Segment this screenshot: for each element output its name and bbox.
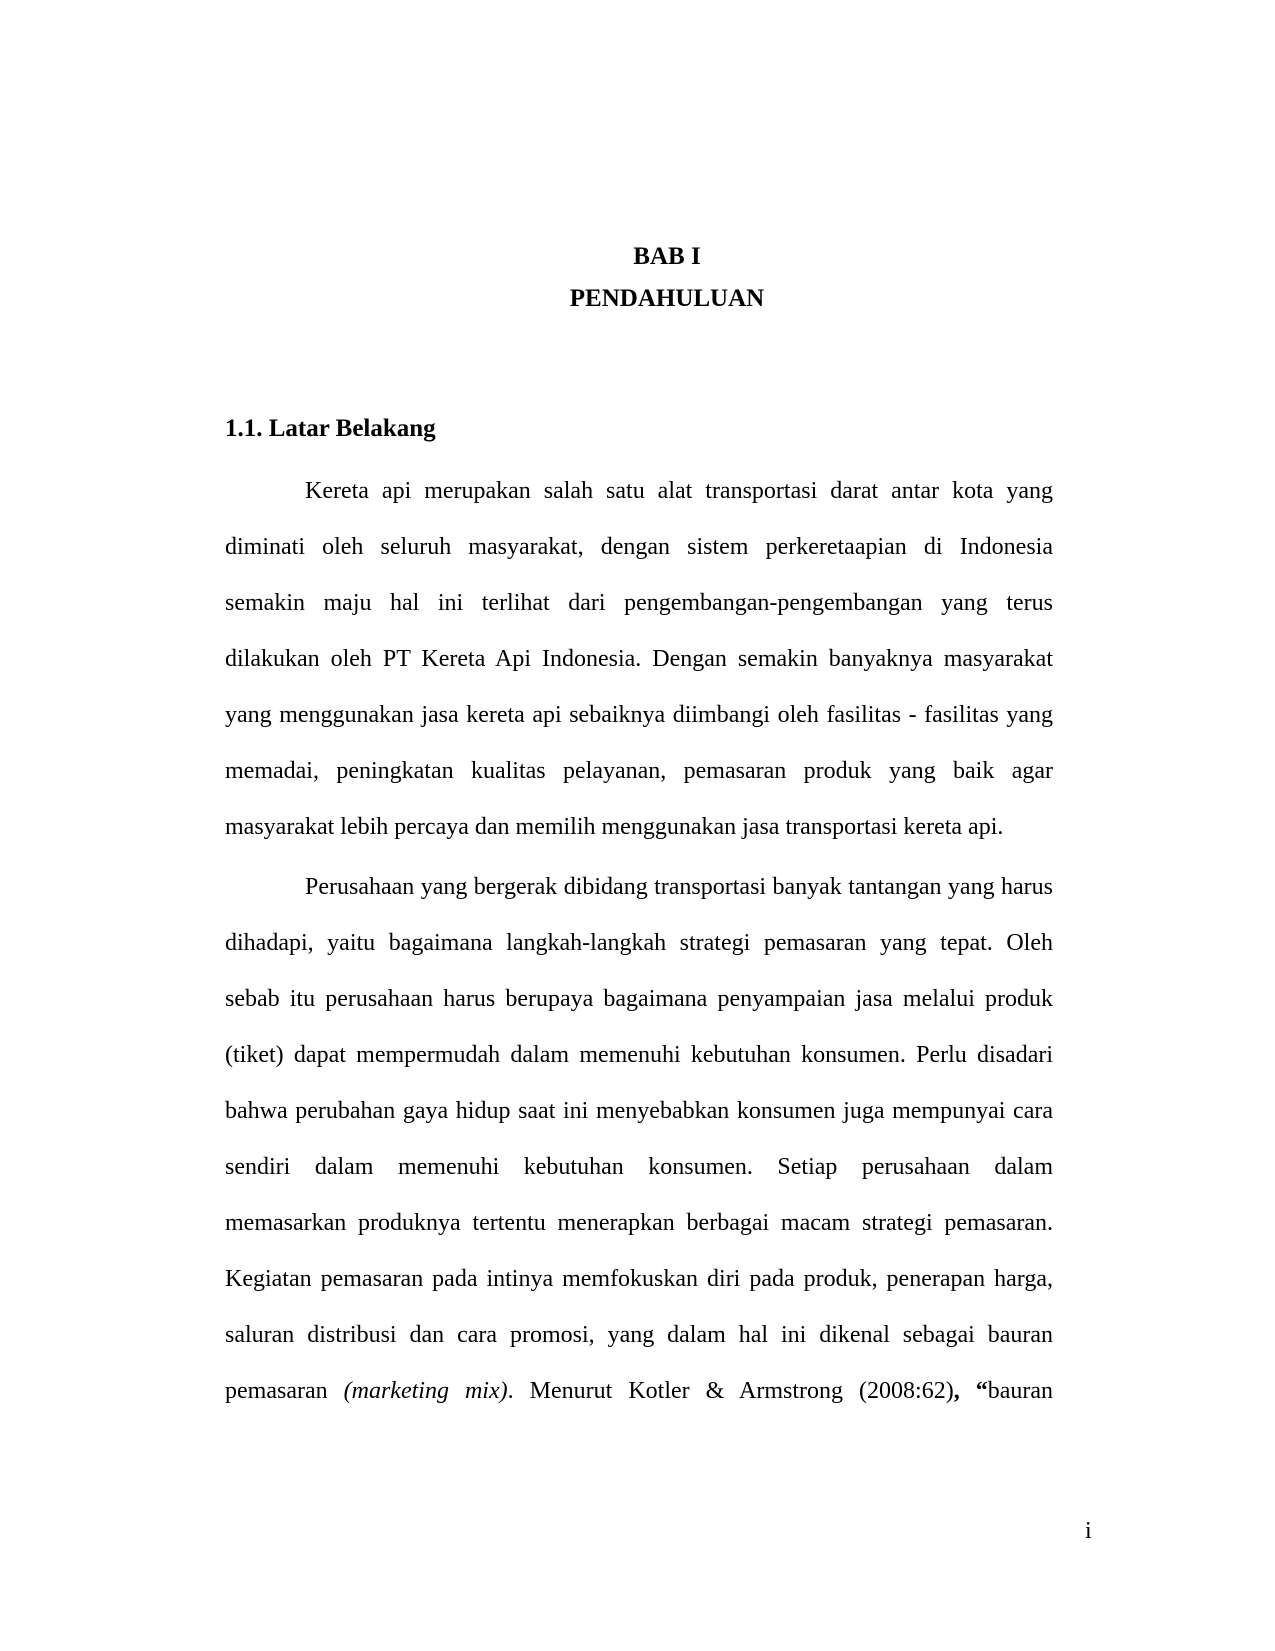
text-segment: Kegiatan pemasaran pada intinya memfokuskan diri pada produk, penerapan harga,	[225, 1266, 1053, 1292]
text-line	[225, 915, 1053, 971]
chapter-title-block	[253, 236, 1081, 320]
text-line	[225, 519, 1053, 575]
text-segment: sendiri dalam memenuhi kebutuhan konsumen. Setiap perusahaan dalam	[225, 1154, 1053, 1180]
text-line	[225, 859, 1053, 915]
text-line	[225, 971, 1053, 1027]
text-line	[225, 1027, 1053, 1083]
page-number: i	[1085, 1518, 1092, 1544]
text-line	[225, 463, 1053, 519]
text-segment: bauran	[987, 1378, 1054, 1404]
paragraph	[225, 463, 1053, 855]
chapter-label: BAB I	[633, 243, 701, 270]
text-segment: memadai, peningkatan kualitas pelayanan, pemasaran produk yang baik agar	[225, 758, 1053, 784]
italic-text-segment: (marketing mix)	[343, 1378, 508, 1404]
text-segment: dihadapi, yaitu bagaimana langkah-langkah strategi pemasaran yang tepat. Oleh	[225, 930, 1053, 956]
text-segment: bahwa perubahan gaya hidup saat ini menyebabkan konsumen juga mempunyai cara	[225, 1098, 1053, 1124]
text-segment: yang menggunakan jasa kereta api sebaiknya diimbangi oleh fasilitas - fasilitas yang	[225, 702, 1053, 728]
text-segment: semakin maju hal ini terlihat dari pengembangan-pengembangan yang terus	[225, 590, 1053, 616]
text-segment: Kereta api merupakan salah satu alat transportasi darat antar kota yang	[305, 478, 1053, 504]
text-line	[225, 575, 1053, 631]
text-segment: pemasaran	[225, 1378, 344, 1404]
text-line	[225, 687, 1053, 743]
text-segment: diminati oleh seluruh masyarakat, dengan sistem perkeretaapian di Indonesia	[225, 534, 1053, 560]
text-line	[225, 1307, 1053, 1363]
body-text	[225, 463, 1053, 1419]
text-segment: sebab itu perusahaan harus berupaya bagaimana penyampaian jasa melalui produk	[225, 986, 1053, 1012]
text-line	[225, 1251, 1053, 1307]
text-segment: Perusahaan yang bergerak dibidang transportasi banyak tantangan yang harus	[305, 874, 1053, 900]
text-segment: . Menurut Kotler & Armstrong (2008:62)	[507, 1378, 954, 1404]
section-heading: 1.1. Latar Belakang	[225, 415, 436, 442]
text-line	[225, 631, 1053, 687]
text-segment: masyarakat lebih percaya dan memilih menggunakan jasa transportasi kereta api.	[225, 814, 1004, 840]
text-line	[225, 743, 1053, 799]
text-segment: memasarkan produknya tertentu menerapkan berbagai macam strategi pemasaran.	[225, 1210, 1053, 1236]
chapter-title: PENDAHULUAN	[569, 285, 765, 312]
paragraph	[225, 859, 1053, 1419]
bold-text-segment: , “	[953, 1378, 988, 1404]
text-line	[225, 1363, 1053, 1419]
text-segment: saluran distribusi dan cara promosi, yang dalam hal ini dikenal sebagai bauran	[225, 1322, 1053, 1348]
text-line	[225, 1083, 1053, 1139]
text-line	[225, 1195, 1053, 1251]
text-segment: dilakukan oleh PT Kereta Api Indonesia. Dengan semakin banyaknya masyarakat	[225, 646, 1053, 672]
text-line	[225, 799, 1053, 855]
text-line	[225, 1139, 1053, 1195]
text-segment: (tiket) dapat mempermudah dalam memenuhi kebutuhan konsumen. Perlu disadari	[225, 1042, 1053, 1068]
